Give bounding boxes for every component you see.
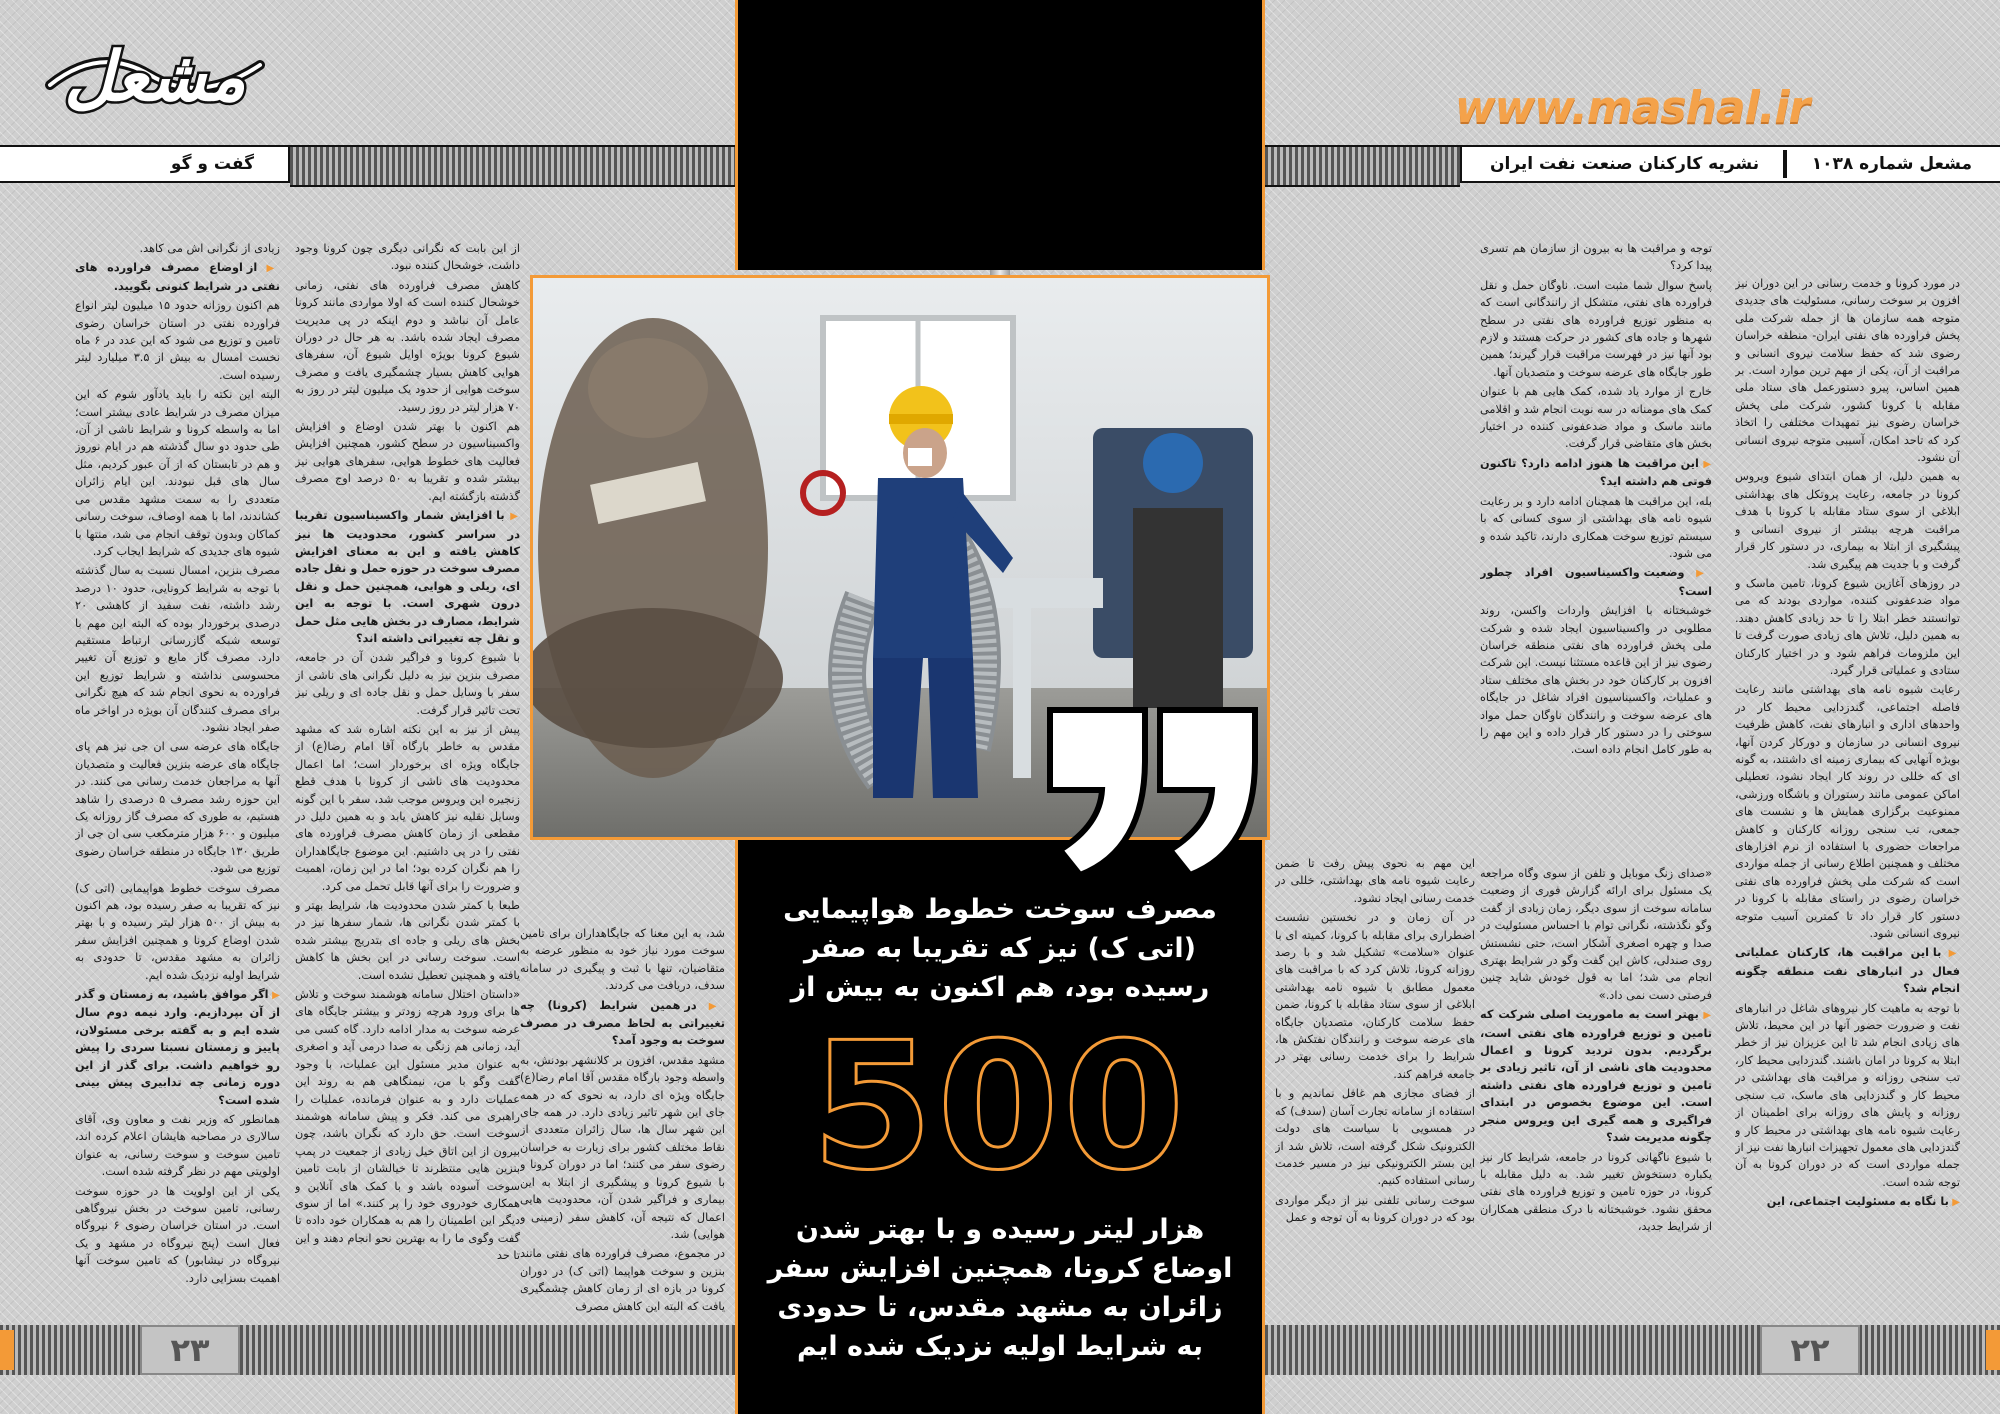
- body-paragraph: با توجه به ماهیت کار نیروهای شاغل در انبارهای نفت و ضرورت حضور آنها در این محیط، تلاش های زیادی انجام شد تا این عزیزان نیز از خطر ابتلا به کرونا در امان باشند. گندزدایی محیط کار، تب سنجی روزانه و مراقبت های بهداشتی در محیط کار و گندزدایی های ماسک، تب سنجی روزانه و پایش های روزانه برای اطمینان از رعایت شیوه نامه های بهداشتی در محیط کار و گندزدایی های معمول تجهیزات انبارها نفت نیز از جمله مواردی است که در دوران کرونا به آن توجه شده است.: [1735, 1001, 1960, 1189]
- quote-mark-icon: [1040, 700, 1260, 880]
- interview-question: ▶ با افزایش شمار واکسیناسیون تقریبا در سراسر کشور، محدودیت ها نیز کاهش یافته و این به معنای افزایش مصرف سوخت در حوزه حمل و نقل جاده ای، ریلی و هوایی، همچنین حمل و نقل درون شهری است. با توجه به این شرایط، مصارف در بخش هایی مثل حمل و نقل چه تغییراتی داشته اند؟: [295, 507, 520, 647]
- body-paragraph: شد، به این معنا که جایگاهداران برای تامین سوخت مورد نیاز خود به منظور عرضه به متقاضیان، تنها با ثبت و پیگیری در سامانه سدف، دریافت می کردند.: [520, 927, 725, 993]
- section-header: [0, 145, 290, 183]
- right-column-1: [1735, 275, 1960, 1315]
- body-paragraph: هم اکنون روزانه حدود ۱۵ میلیون لیتر انواع فراورده نفتی در استان خراسان رضوی تامین و توزیع می شود که این عدد در ۶ ماه نخست امسال به بیش از ۳.۵ میلیارد لیتر رسیده است.: [75, 299, 280, 382]
- body-paragraph: توجه و مراقبت ها به بیرون از سازمان هم تسری پیدا کرد؟: [1480, 242, 1712, 273]
- body-paragraph: خارج از موارد یاد شده، کمک هایی هم با عنوان کمک های مومنانه در سه نوبت انجام شد و اقلامی مانند ماسک و مواد ضدعفونی کننده در اختیار بخش های متقاضی قرار گرفت.: [1480, 385, 1712, 451]
- issue-number: مشعل شماره ۱۰۳۸: [1811, 154, 1972, 174]
- body-paragraph: در مورد کرونا و خدمت رسانی در این دوران نیز افزون بر سوخت رسانی، مسئولیت های جدیدی متوجه همه سازمان ها از جمله شرکت ملی پخش فراورده های نفتی ایران- منطقه خراسان رضوی شد که حفظ سلامت نیروی انسانی و مراقبت از آن، یکی از مهم ترین موارد است. بر همین اساس، پیرو دستورعمل های ستاد ملی مقابله با کرونا کشور، شرکت ملی پخش خراسان رضوی نیز تمهیدات مختلفی را اتخاذ کرد که تاحد امکان، آسیبی متوجه نیروی انسانی آن نشود.: [1735, 277, 1960, 465]
- body-paragraph: «صدای زنگ موبایل و تلفن از سوی وگاه مراجعه یک مسئول برای ارائه گزارش فوری از وضعیت سامانه سوخت از سوی دیگر، زمان زیادی از گفت وگو نگذشته، نگرانی توام با احساس مسئولیت در صدا و چهره اصغری آشکار است، حتی نشستش روی صندلی، کاش این گفت وگو در شرایط بهتری انجام می شد؛ اما به قول خودش شاید چنین فرصتی دست نمی داد.»: [1480, 867, 1712, 1002]
- interview-question: ▶ در همین شرایط (کرونا) چه تغییراتی به لحاظ مصرف در مصرف سوخت به وجود آمد؟: [520, 997, 725, 1050]
- header-rail-left: [290, 145, 735, 187]
- interview-question: ▶ این مراقبت ها هنوز ادامه دارد؟ تاکنون فوتی هم داشته اید؟: [1480, 455, 1712, 491]
- body-paragraph: کاهش مصرف فراورده های نفتی، زمانی خوشحال کننده است که اولا مواردی مانند کرونا عامل آن نباشد و دوم اینکه در پی مدیریت مصرف ایجاد شده باشد. به هر حال در دوران شیوع کرونا بویژه اوایل شیوع آن، سفرهای هوایی کاهش بسیار چشمگیری یافت و مصرف سوخت هوایی از حدود یک میلیون لیتر در روز به ۷۰ هزار لیتر در روز رسید.: [295, 278, 520, 414]
- right-column-2: [1480, 240, 1712, 865]
- page-number-right: ۲۲: [1760, 1325, 1860, 1375]
- right-column-2-lower: [1480, 865, 1712, 1315]
- interview-question: ▶ وضعیت واکسیناسیون افراد چطور است؟: [1480, 564, 1712, 600]
- body-paragraph: با شیوع کرونا و فراگیر شدن آن در جامعه، مصرف بنزین نیز به دلیل نگرانی های ناشی از سفر با وسایل حمل و نقل جاده ای و ریلی نیز تحت تاثیر قرار گرفت.: [295, 651, 520, 717]
- page-number-left: ۲۳: [140, 1325, 240, 1375]
- body-paragraph: سوخت رسانی تلفنی نیز از دیگر مواردی بود که در دوران کرونا به آن توجه و عمل: [1275, 1193, 1475, 1225]
- header-rail-right: [1265, 145, 1460, 187]
- body-paragraph: خوشبختانه با افزایش واردات واکسن، روند مطلوبی در واکسیناسیون ایجاد شده و شرکت ملی پخش فراورده های نفتی منطقه خراسان رضوی نیز از این قاعده مستثنا نیست. این شرکت افزون بر کارکنان خود در بخش های مختلف ستاد و عملیات، واکسیناسیون افراد شاغل در جایگاه های عرضه سوخت و رانندگان ناوگان حمل مواد سوختی را در دستور کار قرار داده و این مهم را به طور کامل انجام داده است.: [1480, 604, 1712, 757]
- logo-text: مشعل: [64, 38, 246, 117]
- body-paragraph: همانطور که وزیر نفت و معاون وی، آقای سالاری در مصاحبه هایشان اعلام کرده اند، تامین سوخت و سوخت رسانی، به عنوان اولویتی مهم در نظر گرفته شده است.: [75, 1112, 280, 1179]
- body-paragraph: مشهد مقدس، افزون بر کلانشهر بودنش، به واسطه وجود بارگاه مقدس آقا امام رضا(ع) جایگاه ویژه ای دارد، به نحوی که در همه جای این شهر تاثیر زیادی دارد. در همه جای این شهر سال ها، سال زائران متعددی از نقاط مختلف کشور برای زیارت به خراسان رضوی سفر می کنند؛ اما در دوران کرونا و با شیوع کرونا و پیشگیری از ابتلا به این بیماری و فراگیر شدن آن، محدودیت هایی اعمال که نتیجه آن، کاهش سفر (زمینی و هوایی) شد.: [520, 1053, 725, 1241]
- section-title: گفت و گو: [170, 154, 254, 174]
- body-paragraph: بله، این مراقبت ها همچنان ادامه دارد و بر رعایت شیوه نامه های بهداشتی از سوی کسانی که با سیستم توزیع سوخت همکاری دارند، تاکید شده و می شود.: [1480, 494, 1712, 560]
- center-black-panel-top: [735, 0, 1265, 270]
- edge-tab-left: [0, 1330, 14, 1370]
- body-paragraph: هم اکنون با بهتر شدن اوضاع و افزایش واکسیناسیون در سطح کشور، همچنین افزایش فعالیت های خطوط هوایی، سفرهای هوایی نیز بیشتر شده و تقریبا به ۵۰ درصد اوج مصرف گذشته بازگشته ایم.: [295, 420, 520, 503]
- body-paragraph: مصرف سوخت خطوط هواپیمایی (اتی ک) نیز که تقریبا به صفر رسیده بود، هم اکنون به بیش از ۵۰۰ هزار لیتر رسیده و با بهتر شدن اوضاع کرونا و همچنین افزایش سفر زائران به مشهد مقدس، تا حدودی به شرایط اولیه نزدیک شده ایم.: [75, 881, 280, 982]
- body-paragraph: از فضای مجازی هم غافل نماندیم و با استفاده از سامانه تجارت آسان (سدف) که در همسویی با سیاست های دولت الکترونیک شکل گرفته است، تلاش شد از این بستر الکترونیکی نیز در مسیر خدمت رسانی استفاده کنیم.: [1275, 1087, 1475, 1188]
- body-paragraph: البته این نکته را باید یادآور شوم که این میزان مصرف در شرایط عادی بیشتر است؛ اما به واسطه کرونا و شرایط ناشی از آن، طی حدود دو سال گذشته هم در ایام نوروز و هم در تابستان که از آن عبور کردیم، مثل سال های قبل نبودند. این ایام زائران متعددی را به سمت مشهد مقدس می کشاندند، اما با همه اوصاف، سوخت رسانی کماکان وبدون توقف انجام می شد، منتها با شیوه های جدیدی که شرایط ایجاب کرد.: [75, 388, 280, 558]
- body-paragraph: در روزهای آغازین شیوع کرونا، تامین ماسک و مواد ضدعفونی کننده، مواردی بودند که می توانستند خطر ابتلا را تا حد زیادی کاهش دهند. به همین دلیل، تلاش های زیادی صورت گرفت تا این ملزومات فراهم شود و در اختیار کارکنان ستادی و عملیاتی قرار گیرد.: [1735, 576, 1960, 677]
- interview-question: ▶ با این مراقبت ها، کارکنان عملیاتی فعال در انبارهای نفت منطقه چگونه انجام شد؟: [1735, 944, 1960, 997]
- body-paragraph: زیادی از نگرانی اش می کاهد.: [139, 242, 280, 255]
- pull-quote-number: 500: [811, 1006, 1189, 1209]
- right-column-3: [1275, 855, 1475, 1315]
- interview-question: ▶ از اوضاع مصرف فراورده های نفتی در شرایط کنونی بگویید.: [75, 259, 280, 295]
- footer-rail-left: [0, 1325, 735, 1375]
- body-paragraph: رعایت شیوه نامه های بهداشتی مانند رعایت فاصله اجتماعی، گندزدایی محیط کار در واحدهای اداری و انبارهای نفت، کاهش ظرفیت نیروی انسانی در سازمان و دورکار کردن آنها، بویژه آنهایی که بیماری زمینه ای داشتند، به گونه ای که خللی در روند کار ایجاد نشود، تعطیلی اماکن عمومی مانند رستوران و باشگاه ورزشی، ممنوعیت برگزاری همایش ها و نشست های جمعی، تب سنجی روزانه کارکنان و کاهش مراجعات حضوری با استفاده از نرم افزارهای مختلف و همچنین اطلاع رسانی از جمله مواردی است که شرکت ملی پخش فراورده های نفتی خراسان رضوی در راستای مقابله با کرونا در دستور کار قرار داد تا کمترین آسیب متوجه نیروی انسانی شود.: [1735, 683, 1960, 941]
- body-paragraph: «داستان اختلال سامانه هوشمند سوخت و تلاش ها برای ورود هرچه زودتر و بیشتر جایگاه های عرضه سوخت به مدار ادامه دارد. گاه کسی می آید، زمانی هم زنگی به صدا درمی آید و اصغری به عنوان مدیر مسئول این عملیات، با وجود گفت وگو با من، نیمنگاهی هم به روند این عملیات دارد و به عنوان فرمانده، عملیات را راهبری می کند. فکر و پیش سامانه هوشمند سوخت است. حق دارد که نگران باشد، چون بیرون از این اتاق خیل زیادی از جمعیت در پمپ بنزین هایی منتظرند تا خیالشان از بابت تامین سوخت آسوده باشد و با کمک های آنلاین و همکاری خودروی خود را پر کنند.» اما از سوی دیگر این اطمینان را هم به همکاران خود داده تا گفت وگوی ما را به بهترین نحو انجام دهند و این تا حد: [295, 988, 520, 1263]
- body-paragraph: پاسخ سوال شما مثبت است. ناوگان حمل و نقل فراورده های نفتی، متشکل از رانندگانی است که به منظور توزیع فراورده های نفتی در سطح شهرها و جاده های کشور در حرکت هستند و لازم بود آنها نیز در فهرست مراقبت قرار گیرند؛ همین طور جایگاه های عرضه سوخت و متصدیان آنها.: [1480, 278, 1712, 379]
- body-paragraph: جایگاه های عرضه سی ان جی نیز هم پای جایگاه های عرضه بنزین فعالیت و متصدیان آنها به مراجعان خدمت رسانی می کنند. در این حوزه رشد مصرف ۵ درصدی را شاهد هستیم، به طوری که مصرف گاز روزانه یک میلیون و ۶۰۰ هزار مترمکعب سی ان جی از طریق ۱۳۰ جایگاه در منطقه خراسان رضوی توزیع می شود.: [75, 740, 280, 876]
- interview-question: ▶ با نگاه به مسئولیت اجتماعی، این: [1735, 1193, 1960, 1211]
- body-paragraph: پیش از نیز به این نکته اشاره شد که مشهد مقدس به خاطر بارگاه آقا امام رضا(ع) از جایگاه ویژه ای برخوردار است؛ اما اعمال محدودیت های ناشی از کرونا با هدف قطع زنجیره این ویروس موجب شد، سفر با این گونه وسایل نقلیه نیز کاهش یابد و به همین دلیل در مقطعی از زمان کاهش مصرف فراورده های نفتی را در پی داشتیم. این موضوع جایگاهداران را هم نگران کرده بود؛ اما در این زمان، اهمیت و ضرورت را برای آنها قابل تحمل می کرد.: [295, 722, 520, 893]
- left-column-3: [75, 240, 280, 1315]
- left-column-1: [520, 925, 725, 1315]
- body-paragraph: این مهم به نحوی پیش رفت تا ضمن رعایت شیوه نامه های بهداشتی، خللی در خدمت رسانی ایجاد نشود.: [1275, 857, 1475, 905]
- body-paragraph: مصرف بنزین، امسال نسبت به سال گذشته با توجه به شرایط کرونایی، حدود ۱۰ درصد رشد داشته، نفت سفید از کاهشی ۲۰ درصدی برخوردار بوده که البته این مهم با توسعه شبکه گازرسانی ارتباط مستقیم دارد. مصرف گاز مایع و توزیع آن تغییر محسوسی نداشته و شرایط توزیع این فراورده به نحوی انجام شد که هیچ نگرانی برای مصرف کنندگان آن بویژه در اواخر ماه صفر ایجاد نشود.: [75, 564, 280, 734]
- interview-question: ▶ بهتر است به ماموریت اصلی شرکت که تامین و توزیع فراورده های نفتی است، برگردیم. بدون تردید کرونا و اعمال محدودیت های ناشی از آن، تاثیر زیادی بر تامین و توزیع فراورده های نفتی داشته است. این موضوع بخصوص در ابتدای فراگیری و همه گیری این ویروس منجر چگونه مدیریت شد؟: [1480, 1006, 1712, 1146]
- publication-name: نشریه کارکنان صنعت نفت ایران: [1490, 154, 1760, 174]
- body-paragraph: در آن زمان و در نخستین نشست اضطراری برای مقابله با کرونا، کمیته ای با عنوان «سلامت» تشکیل شد و با رصد روزانه کرونا، تلاش کرد که با مراقبت های معمول مطابق با شیوه نامه بهداشتی ابلاغی از سوی ستاد مقابله با کرونا، ضمن حفظ سلامت کارکنان، متصدیان جایگاه های عرضه سوخت و رانندگان نفتکش ها، شرایط را برای خدمت رسانی بهتر در جامعه فراهم کند.: [1275, 911, 1475, 1081]
- mashal-logo: [40, 25, 270, 120]
- pull-quote-top: مصرف سوخت خطوط هواپیمایی (اتی ک) نیز که تقریبا به صفر رسیده بود، هم اکنون به بیش از: [783, 894, 1217, 1004]
- left-column-2: [295, 240, 520, 1315]
- pull-quote-bottom: هزار لیتر رسیده و با بهتر شدن اوضاع کرونا، همچنین افزایش سفر زائران به مشهد مقدس، تا حدودی به شرایط اولیه نزدیک شده ایم: [767, 1214, 1233, 1363]
- body-paragraph: طبعا با کمتر شدن محدودیت ها، شرایط بهتر و با کمتر شدن نگرانی ها، شمار سفرها نیز در بخش های ریلی و جاده ای بتدریج بیشتر شده است. سوخت رسانی در این بخش ها کاهش یافته و همچنین تعطیل نشده است.: [295, 899, 520, 982]
- body-paragraph: در مجموع، مصرف فراورده های نفتی مانند بنزین و سوخت هواپیما (اتی ک) در دوران کرونا در بازه ای از زمان کاهش چشمگیری یافت که البته این کاهش مصرف: [520, 1247, 725, 1313]
- body-paragraph: یکی از این اولویت ها در حوزه سوخت رسانی، تامین سوخت در بخش نیروگاهی است. در استان خراسان رضوی ۶ نیروگاه فعال است (پنج نیروگاه در مشهد و یک نیروگاه در نیشابور) که تامین سوخت آنها اهمیت بسزایی دارد.: [75, 1184, 280, 1285]
- interview-question: ▶ اگر موافق باشید، به زمستان و گذر از آن بپردازیم. وارد نیمه دوم سال شده ایم و به گفته برخی مسئولان، پاییز و زمستان نسبتا سردی را پیش رو خواهیم داشت. برای گذر از این دوره زمانی چه تدابیری پیش بینی شده است؟: [75, 986, 280, 1109]
- website-url[interactable]: www.mashal.ir: [1455, 82, 1810, 133]
- header-separator: [1783, 150, 1787, 178]
- issue-header: [1460, 145, 2000, 183]
- edge-tab-right: [1986, 1330, 2000, 1370]
- body-paragraph: به همین دلیل، از همان ابتدای شیوع ویروس کرونا در جامعه، رعایت پروتکل های بهداشتی ابلاغی از سوی ستاد مقابله با کرونا با هدف مراقبت هرچه بیشتر از نیروی انسانی و پیشگیری از ابتلا به بیماری، در دستور کار قرار گرفت و با جدیت هم پیگیری شد.: [1735, 470, 1960, 571]
- body-paragraph: از این بابت که نگرانی دیگری چون کرونا وجود داشت، خوشحال کننده نبود.: [295, 242, 520, 273]
- body-paragraph: با شیوع ناگهانی کرونا در جامعه، شرایط کار نیز یکباره دستخوش تغییر شد. به دلیل مقابله با کرونا، در حوزه تامین و توزیع فراورده های نفتی محقق نشود. خوشبختانه با درک منطقی همکاران از شرایط جدید،: [1480, 1150, 1712, 1234]
- footer-rail-right: [1265, 1325, 2000, 1375]
